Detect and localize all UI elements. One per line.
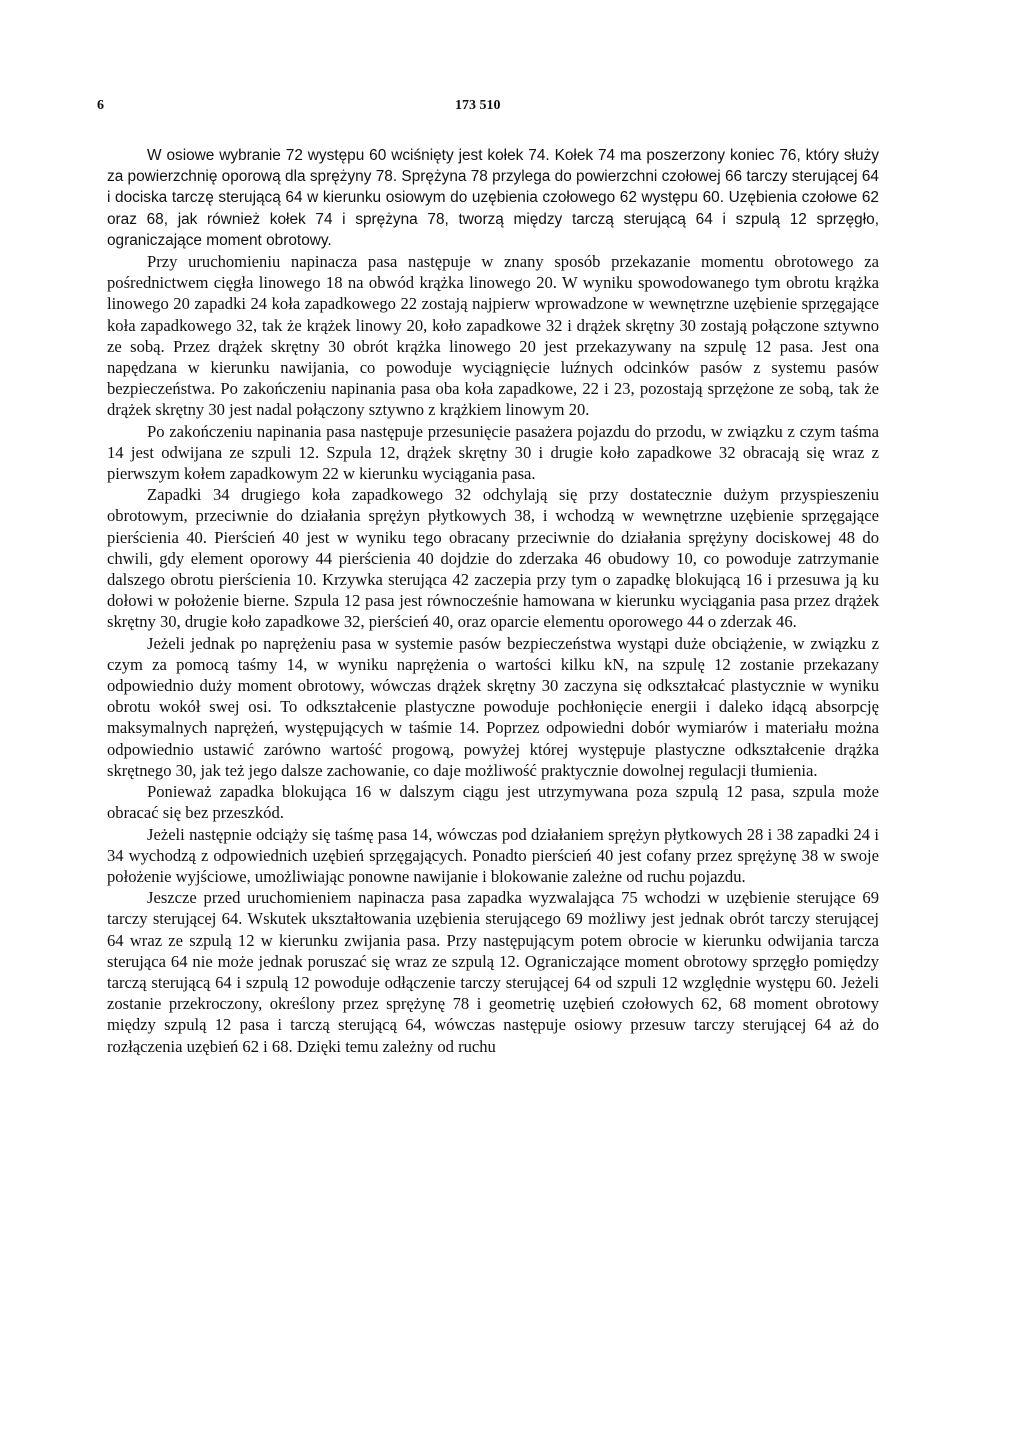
paragraph: W osiowe wybranie 72 występu 60 wciśnięty jest kołek 74. Kołek 74 ma poszerzony koniec 76, który służy za powierzchnię oporową dla sprężyny 78. Sprężyna 78 przylega do powierzchni czołowej 66 tarczy sterującej 64 i dociska tarczę sterującą 64 w kierunku osiowym do uzębienia czołowego 62 występu 60. Uzębienia czołowe 62 oraz 68, jak również kołek 74 i sprężyna 78, tworzą między tarczą sterującą 64 i szpulą 12 sprzęgło, ograniczające moment obrotowy. [107,147,879,249]
paragraph: Jeżeli następnie odciąży się taśmę pasa 14, wówczas pod działaniem sprężyn płytkowych 28 i 38 zapadki 24 i 34 wychodzą z odpowiednich uzębień sprzęgających. Ponadto pierścień 40 jest cofany przez sprężynę 38 w swoje położenie wyjściowe, umożliwiając ponowne nawijanie i blokowanie zależne od ruchu pojazdu. [107,824,879,886]
paragraph: Ponieważ zapadka blokująca 16 w dalszym ciągu jest utrzymywana poza szpulą 12 pasa, szpula może obracać się bez przeszkód. [107,782,879,823]
paragraph: Zapadki 34 drugiego koła zapadkowego 32 odchylają się przy dostatecznie dużym przyspieszeniu obrotowym, przeciwnie do działania sprężyn płytkowych 38, i wchodzą w wewnętrzne uzębienie sprzęgające pierścienia 40. Pierścień 40 jest w wyniku tego obracany przeciwnie do działania sprężyny dociskowej 48 do chwili, gdy element oporowy 44 pierścienia 40 dojdzie do zderzaka 46 obudowy 10, co powoduje zatrzymanie dalszego obrotu pierścienia 10. Krzywka sterująca 42 zaczepia przy tym o zapadkę blokującą 16 i przesuwa ją ku dołowi w położenie bierne. Szpula 12 pasa jest równocześnie hamowana w kierunku wyciągania pasa przez drążek skrętny 30, drugie koło zapadkowe 32, pierścień 40, oraz oparcie elementu oporowego 44 o zderzak 46. [107,485,879,632]
paragraph: Jeżeli jednak po naprężeniu pasa w systemie pasów bezpieczeństwa wystąpi duże obciążenie, w związku z czym za pomocą taśmy 14, w wyniku naprężenia o wartości kilku kN, na szpulę 12 zostanie przekazany odpowiednio duży moment obrotowy, wówczas drążek skrętny 30 zaczyna się odkształcać plastycznie w wyniku obrotu wokół swej osi. To odkształcenie plastyczne powoduje pochłonięcie energii i daleko idącą absorpcję maksymalnych naprężeń, występujących w taśmie 14. Poprzez odpowiedni dobór wymiarów i materiału można odpowiednio ustawić zarówno wartość progową, powyżej której występuje plastyczne odkształcenie drążka skrętnego 30, jak też jego dalsze zachowanie, co daje możliwość praktycznie dowolnej regulacji tłumienia. [107,633,879,780]
patent-number: 173 510 [455,98,501,113]
page-number: 6 [97,98,104,113]
body-text [107,145,879,1057]
paragraph: Przy uruchomieniu napinacza pasa następuje w znany sposób przekazanie momentu obrotowego za pośrednictwem cięgła linowego 18 na obwód krążka linowego 20. W wyniku spowodowanego tym obrotu krążka linowego 20 zapadki 24 koła zapadkowego 22 zostają najpierw wprowadzone w wewnętrzne uzębienie sprzęgające koła zapadkowego 32, tak że krążek linowy 20, koło zapadkowe 32 i drążek skrętny 30 zostają połączone sztywno ze sobą. Przez drążek skrętny 30 obrót krążka linowego 20 jest przekazywany na szpulę 12 pasa. Jest ona napędzana w kierunku nawijania, co powoduje wyciągnięcie luźnych odcinków pasów z systemu pasów bezpieczeństwa. Po zakończeniu napinania pasa oba koła zapadkowe, 22 i 23, pozostają sprzężone ze sobą, tak że drążek skrętny 30 jest nadal połączony sztywno z krążkiem linowym 20. [107,252,879,420]
paragraph: Po zakończeniu napinania pasa następuje przesunięcie pasażera pojazdu do przodu, w związku z czym taśma 14 jest odwijana ze szpuli 12. Szpula 12, drążek skrętny 30 i drugie koło zapadkowe 32 obracają się wraz z pierwszym kołem zapadkowym 22 w kierunku wyciągania pasa. [107,421,879,484]
paragraph: Jeszcze przed uruchomieniem napinacza pasa zapadka wyzwalająca 75 wchodzi w uzębienie sterujące 69 tarczy sterującej 64. Wskutek ukształtowania uzębienia sterującego 69 możliwy jest jednak obrót tarczy sterującej 64 wraz ze szpulą 12 w kierunku zwijania pasa. Przy następującym potem obrocie w kierunku odwijania tarcza sterująca 64 nie może jednak poruszać się wraz ze szpulą 12. Ograniczające moment obrotowy sprzęgło pomiędzy tarczą sterującą 64 i szpulą 12 powoduje odłączenie tarczy sterującej 64 od szpuli 12 względnie występu 60. Jeżeli zostanie przekroczony, określony przez sprężynę 78 i geometrię uzębień czołowych 62, 68 moment obrotowy między szpulą 12 pasa i tarczą sterującą 64, wówczas następuje osiowy przesuw tarczy sterującej 64 aż do rozłączenia uzębień 62 i 68. Dzięki temu zależny od ruchu [107,888,879,1056]
page-header [0,98,1024,122]
